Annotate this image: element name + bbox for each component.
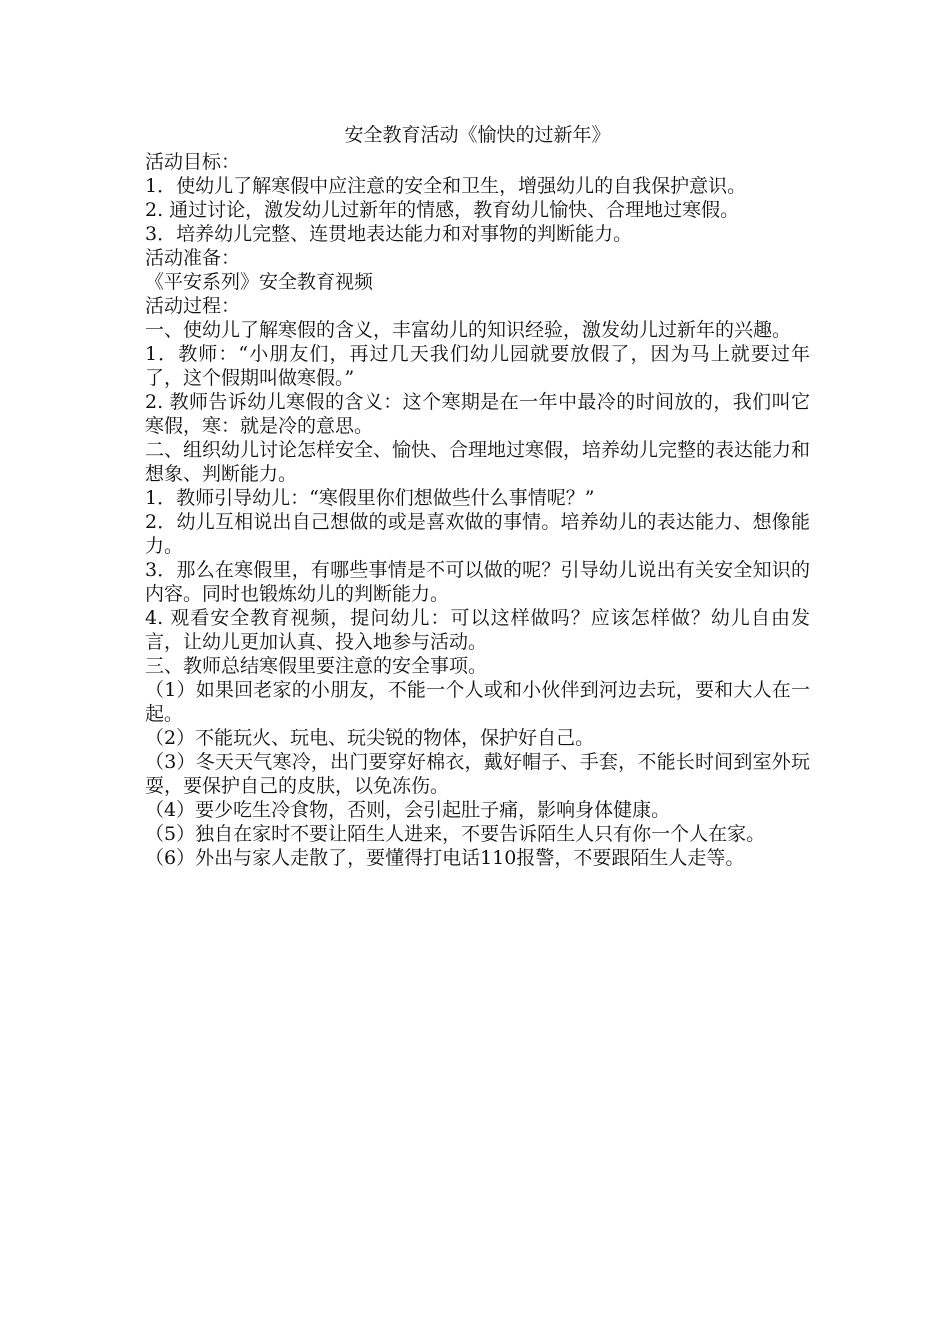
paragraph-safety-3: （3）冬天天气寒冷，出门要穿好棉衣，戴好帽子、手套，不能长时间到室外玩耍，要保护自己的皮肤，以免冻伤。 (145, 751, 810, 797)
section-heading-preparation: 活动准备： (145, 247, 241, 269)
paragraph-safety-4: （4）要少吃生冷食物，否则，会引起肚子痛，影响身体健康。 (145, 799, 671, 821)
paragraph-safety-1: （1）如果回老家的小朋友，不能一个人或和小伙伴到河边去玩，要和大人在一起。 (145, 679, 810, 725)
section-heading-goals: 活动目标： (145, 151, 241, 173)
paragraph-process-2-2: 2．幼儿互相说出自己想做的或是喜欢做的事情。培养幼儿的表达能力、想像能力。 (145, 511, 810, 557)
paragraph-process-2-1: 1．教师引导幼儿：“寒假里你们想做些什么事情呢？” (145, 487, 595, 509)
paragraph-safety-6: （6）外出与家人走散了，要懂得打电话110报警，不要跟陌生人走等。 (145, 847, 745, 869)
paragraph-process-2-4: 4. 观看安全教育视频，提问幼儿：可以这样做吗？应该怎样做？幼儿自由发言，让幼儿更加认真、投入地参与活动。 (145, 607, 810, 653)
paragraph-goal-2: 2. 通过讨论，激发幼儿过新年的情感，教育幼儿愉快、合理地过寒假。 (145, 199, 740, 221)
document-body (145, 150, 810, 870)
paragraph-goal-3: 3．培养幼儿完整、连贯地表达能力和对事物的判断能力。 (145, 223, 633, 245)
paragraph-safety-2: （2）不能玩火、玩电、玩尖锐的物体，保护好自己。 (145, 727, 595, 749)
paragraph-process-part-2: 二、组织幼儿讨论怎样安全、愉快、合理地过寒假，培养幼儿完整的表达能力和想象、判断能力。 (145, 439, 811, 485)
paragraph-preparation: 《平安系列》安全教育视频 (145, 271, 374, 293)
paragraph-goal-1: 1．使幼儿了解寒假中应注意的安全和卫生，增强幼儿的自我保护意识。 (145, 175, 747, 197)
paragraph-process-part-3: 三、教师总结寒假里要注意的安全事项。 (145, 655, 488, 677)
document-content (145, 120, 810, 870)
section-heading-process: 活动过程： (145, 295, 241, 317)
paragraph-process-2-3: 3．那么在寒假里，有哪些事情是不可以做的呢？引导幼儿说出有关安全知识的内容。同时也锻炼幼儿的判断能力。 (145, 559, 810, 605)
paragraph-process-1-2: 2. 教师告诉幼儿寒假的含义：这个寒期是在一年中最冷的时间放的，我们叫它寒假，寒：就是冷的意思。 (145, 391, 810, 437)
paragraph-process-part-1: 一、使幼儿了解寒假的含义，丰富幼儿的知识经验，激发幼儿过新年的兴趣。 (145, 319, 792, 341)
paragraph-process-1-1: 1．教师：“小朋友们，再过几天我们幼儿园就要放假了，因为马上就要过年了，这个假期叫做寒假。” (145, 343, 810, 389)
paragraph-safety-5: （5）独自在家时不要让陌生人进来，不要告诉陌生人只有你一个人在家。 (145, 823, 766, 845)
document-title: 安全教育活动《愉快的过新年》 (344, 124, 611, 146)
